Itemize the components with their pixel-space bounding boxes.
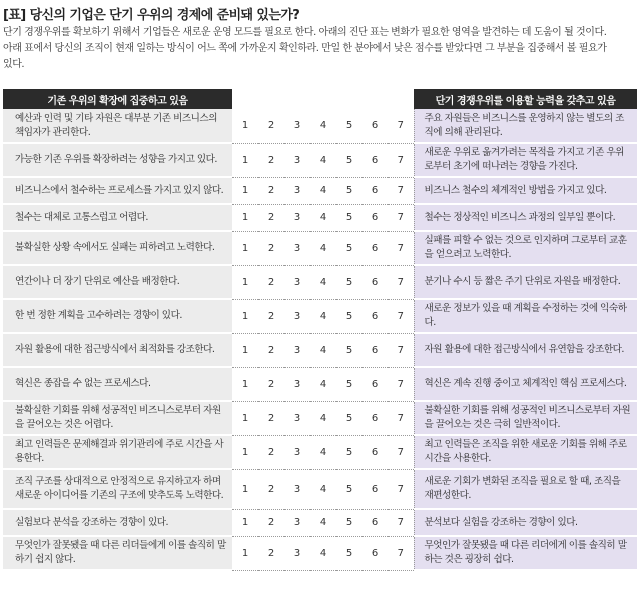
scale-option-1[interactable]: 1 bbox=[232, 333, 258, 367]
scale-option-4[interactable]: 4 bbox=[310, 509, 336, 536]
scale-option-6[interactable]: 6 bbox=[362, 299, 388, 333]
table-row bbox=[3, 299, 637, 333]
scale-option-5[interactable]: 5 bbox=[336, 265, 362, 299]
scale-option-6[interactable]: 6 bbox=[362, 469, 388, 509]
intro-line: 단기 경쟁우위를 확보하기 위해서 기업들은 새로운 운영 모드를 필요로 한다. 아래의 진단 표는 변화가 필요한 영역을 발견하는 데 도움이 될 것이다. bbox=[3, 27, 607, 38]
scale-option-5[interactable]: 5 bbox=[336, 509, 362, 536]
scale-option-5[interactable]: 5 bbox=[336, 299, 362, 333]
right-column-header: 단기 경쟁우위를 이용할 능력을 갖추고 있음 bbox=[414, 89, 637, 109]
left-statement: 불확실한 기회를 위해 성공적인 비즈니스로부터 자원을 끌어오는 것은 어렵다. bbox=[3, 401, 232, 435]
scale-option-3[interactable]: 3 bbox=[284, 469, 310, 509]
table-row bbox=[3, 143, 637, 177]
scale-option-1[interactable]: 1 bbox=[232, 367, 258, 401]
scale-option-1[interactable]: 1 bbox=[232, 109, 258, 143]
table-body bbox=[3, 109, 637, 570]
scale-option-2[interactable]: 2 bbox=[258, 143, 284, 177]
table-row bbox=[3, 265, 637, 299]
scale-option-5[interactable]: 5 bbox=[336, 333, 362, 367]
right-statement: 분석보다 실험을 강조하는 경향이 있다. bbox=[414, 509, 637, 536]
intro-line: 아래 표에서 당신의 조직이 현재 일하는 방식이 어느 쪽에 가까운지 확인하라. 만일 한 분야에서 낮은 점수를 받았다면 그 부분을 집중해서 볼 필요가 bbox=[3, 43, 607, 54]
scale-option-7[interactable]: 7 bbox=[388, 143, 414, 177]
scale-option-7[interactable]: 7 bbox=[388, 435, 414, 469]
scale-option-4[interactable]: 4 bbox=[310, 333, 336, 367]
scale-option-4[interactable]: 4 bbox=[310, 367, 336, 401]
scale-option-4[interactable]: 4 bbox=[310, 299, 336, 333]
scale-option-6[interactable]: 6 bbox=[362, 509, 388, 536]
scale-option-4[interactable]: 4 bbox=[310, 435, 336, 469]
scale-option-3[interactable]: 3 bbox=[284, 265, 310, 299]
scale-option-4[interactable]: 4 bbox=[310, 469, 336, 509]
diagnostic-table bbox=[3, 89, 637, 571]
left-statement: 연간이나 더 장기 단위로 예산을 배정한다. bbox=[3, 265, 232, 299]
table-row bbox=[3, 109, 637, 143]
scale-option-2[interactable]: 2 bbox=[258, 367, 284, 401]
scale-option-4[interactable]: 4 bbox=[310, 401, 336, 435]
right-statement: 철수는 정상적인 비즈니스 과정의 일부일 뿐이다. bbox=[414, 204, 637, 231]
scale-option-3[interactable]: 3 bbox=[284, 435, 310, 469]
page-title: [표] 당신의 기업은 단기 우위의 경제에 준비돼 있는가? bbox=[3, 8, 300, 23]
scale-option-5[interactable]: 5 bbox=[336, 204, 362, 231]
left-statement: 철수는 대체로 고통스럽고 어렵다. bbox=[3, 204, 232, 231]
scale-option-4[interactable]: 4 bbox=[310, 265, 336, 299]
table-row bbox=[3, 177, 637, 204]
scale-option-4[interactable]: 4 bbox=[310, 143, 336, 177]
left-statement: 조직 구조를 상대적으로 안정적으로 유지하고자 하며 새로운 아이디어를 기존의 구조에 맞추도록 노력한다. bbox=[3, 469, 232, 509]
scale-option-2[interactable]: 2 bbox=[258, 299, 284, 333]
table-row bbox=[3, 509, 637, 536]
left-statement: 무엇인가 잘못됐을 때 다른 리더들에게 이를 솔직히 말하기 쉽지 않다. bbox=[3, 536, 232, 570]
scale-option-1[interactable]: 1 bbox=[232, 204, 258, 231]
scale-option-3[interactable]: 3 bbox=[284, 204, 310, 231]
scale-option-3[interactable]: 3 bbox=[284, 401, 310, 435]
scale-option-3[interactable]: 3 bbox=[284, 536, 310, 570]
table-row bbox=[3, 204, 637, 231]
left-statement: 불확실한 상황 속에서도 실패는 피하려고 노력한다. bbox=[3, 231, 232, 265]
scale-option-7[interactable]: 7 bbox=[388, 265, 414, 299]
right-statement: 혁신은 계속 진행 중이고 체계적인 핵심 프로세스다. bbox=[414, 367, 637, 401]
scale-option-1[interactable]: 1 bbox=[232, 299, 258, 333]
scale-option-2[interactable]: 2 bbox=[258, 469, 284, 509]
scale-option-1[interactable]: 1 bbox=[232, 509, 258, 536]
scale-option-5[interactable]: 5 bbox=[336, 109, 362, 143]
scale-option-3[interactable]: 3 bbox=[284, 367, 310, 401]
scale-option-2[interactable]: 2 bbox=[258, 204, 284, 231]
scale-option-3[interactable]: 3 bbox=[284, 231, 310, 265]
scale-option-4[interactable]: 4 bbox=[310, 177, 336, 204]
left-statement: 예산과 인력 및 기타 자원은 대부분 기존 비즈니스의 책임자가 관리한다. bbox=[3, 109, 232, 143]
scale-option-6[interactable]: 6 bbox=[362, 333, 388, 367]
right-statement: 분기나 수시 등 짧은 주기 단위로 자원을 배정한다. bbox=[414, 265, 637, 299]
left-column-header: 기존 우위의 확장에 집중하고 있음 bbox=[3, 89, 232, 109]
scale-option-7[interactable]: 7 bbox=[388, 204, 414, 231]
scale-option-1[interactable]: 1 bbox=[232, 231, 258, 265]
intro-line: 있다. bbox=[3, 59, 25, 70]
scale-option-5[interactable]: 5 bbox=[336, 435, 362, 469]
scale-option-7[interactable]: 7 bbox=[388, 367, 414, 401]
table-row bbox=[3, 231, 637, 265]
right-statement: 새로운 정보가 있을 때 계획을 수정하는 것에 익숙하다. bbox=[414, 299, 637, 333]
right-statement: 비즈니스 철수의 체계적인 방법을 가지고 있다. bbox=[414, 177, 637, 204]
scale-option-6[interactable]: 6 bbox=[362, 536, 388, 570]
scale-option-7[interactable]: 7 bbox=[388, 509, 414, 536]
scale-option-2[interactable]: 2 bbox=[258, 401, 284, 435]
scale-option-1[interactable]: 1 bbox=[232, 401, 258, 435]
scale-option-4[interactable]: 4 bbox=[310, 231, 336, 265]
scale-option-2[interactable]: 2 bbox=[258, 265, 284, 299]
right-statement: 새로운 기회가 변화된 조직을 필요로 할 때, 조직을 재편성한다. bbox=[414, 469, 637, 509]
scale-option-5[interactable]: 5 bbox=[336, 231, 362, 265]
scale-option-5[interactable]: 5 bbox=[336, 177, 362, 204]
scale-option-3[interactable]: 3 bbox=[284, 109, 310, 143]
scale-option-1[interactable]: 1 bbox=[232, 435, 258, 469]
left-statement: 비즈니스에서 철수하는 프로세스를 가지고 있지 않다. bbox=[3, 177, 232, 204]
scale-option-3[interactable]: 3 bbox=[284, 177, 310, 204]
left-statement: 실험보다 분석을 강조하는 경향이 있다. bbox=[3, 509, 232, 536]
scale-option-4[interactable]: 4 bbox=[310, 204, 336, 231]
scale-option-2[interactable]: 2 bbox=[258, 509, 284, 536]
scale-option-1[interactable]: 1 bbox=[232, 536, 258, 570]
table-row bbox=[3, 367, 637, 401]
scale-option-7[interactable]: 7 bbox=[388, 333, 414, 367]
scale-option-5[interactable]: 5 bbox=[336, 469, 362, 509]
intro-text bbox=[3, 25, 637, 73]
scale-option-6[interactable]: 6 bbox=[362, 265, 388, 299]
right-statement: 최고 인력들은 조직을 위한 새로운 기회를 위해 주로 시간을 사용한다. bbox=[414, 435, 637, 469]
scale-option-6[interactable]: 6 bbox=[362, 401, 388, 435]
scale-option-1[interactable]: 1 bbox=[232, 143, 258, 177]
scale-option-2[interactable]: 2 bbox=[258, 435, 284, 469]
scale-option-6[interactable]: 6 bbox=[362, 231, 388, 265]
scale-option-5[interactable]: 5 bbox=[336, 143, 362, 177]
left-statement: 자원 활용에 대한 접근방식에서 최적화를 강조한다. bbox=[3, 333, 232, 367]
table-row bbox=[3, 469, 637, 509]
scale-option-3[interactable]: 3 bbox=[284, 509, 310, 536]
scale-option-5[interactable]: 5 bbox=[336, 401, 362, 435]
scale-option-4[interactable]: 4 bbox=[310, 109, 336, 143]
scale-option-2[interactable]: 2 bbox=[258, 231, 284, 265]
scale-option-7[interactable]: 7 bbox=[388, 109, 414, 143]
table-row bbox=[3, 401, 637, 435]
right-statement: 무엇인가 잘못됐을 때 다른 리더에게 이를 솔직히 말하는 것은 굉장히 쉽다. bbox=[414, 536, 637, 570]
scale-option-5[interactable]: 5 bbox=[336, 536, 362, 570]
scale-option-7[interactable]: 7 bbox=[388, 299, 414, 333]
left-statement: 가능한 기존 우위를 확장하려는 성향을 가지고 있다. bbox=[3, 143, 232, 177]
right-statement: 자원 활용에 대한 접근방식에서 유연함을 강조한다. bbox=[414, 333, 637, 367]
scale-option-3[interactable]: 3 bbox=[284, 143, 310, 177]
scale-option-1[interactable]: 1 bbox=[232, 177, 258, 204]
table-row bbox=[3, 333, 637, 367]
scale-option-6[interactable]: 6 bbox=[362, 143, 388, 177]
scale-option-2[interactable]: 2 bbox=[258, 333, 284, 367]
scale-option-7[interactable]: 7 bbox=[388, 469, 414, 509]
scale-header-spacer bbox=[232, 89, 414, 109]
table-row bbox=[3, 536, 637, 570]
scale-option-2[interactable]: 2 bbox=[258, 177, 284, 204]
right-statement: 주요 자원들은 비즈니스를 운영하지 않는 별도의 조직에 의해 관리된다. bbox=[414, 109, 637, 143]
scale-option-1[interactable]: 1 bbox=[232, 265, 258, 299]
scale-option-6[interactable]: 6 bbox=[362, 177, 388, 204]
scale-option-5[interactable]: 5 bbox=[336, 367, 362, 401]
right-statement: 불확실한 기회를 위해 성공적인 비즈니스로부터 자원을 끌어오는 것은 극히 일반적이다. bbox=[414, 401, 637, 435]
scale-option-3[interactable]: 3 bbox=[284, 333, 310, 367]
scale-option-2[interactable]: 2 bbox=[258, 109, 284, 143]
left-statement: 한 번 정한 계획을 고수하려는 경향이 있다. bbox=[3, 299, 232, 333]
scale-option-7[interactable]: 7 bbox=[388, 231, 414, 265]
scale-option-6[interactable]: 6 bbox=[362, 367, 388, 401]
left-statement: 최고 인력들은 문제해결과 위기관리에 주로 시간을 사용한다. bbox=[3, 435, 232, 469]
left-statement: 혁신은 종잡을 수 없는 프로세스다. bbox=[3, 367, 232, 401]
table-row bbox=[3, 435, 637, 469]
scale-option-1[interactable]: 1 bbox=[232, 469, 258, 509]
scale-option-4[interactable]: 4 bbox=[310, 536, 336, 570]
scale-option-7[interactable]: 7 bbox=[388, 536, 414, 570]
scale-option-2[interactable]: 2 bbox=[258, 536, 284, 570]
right-statement: 새로운 우위로 옮겨가려는 목적을 가지고 기존 우위로부터 초기에 떠나려는 경향을 가진다. bbox=[414, 143, 637, 177]
scale-option-3[interactable]: 3 bbox=[284, 299, 310, 333]
scale-option-7[interactable]: 7 bbox=[388, 177, 414, 204]
scale-option-6[interactable]: 6 bbox=[362, 109, 388, 143]
scale-option-6[interactable]: 6 bbox=[362, 435, 388, 469]
scale-option-7[interactable]: 7 bbox=[388, 401, 414, 435]
scale-option-6[interactable]: 6 bbox=[362, 204, 388, 231]
right-statement: 실패를 피할 수 없는 것으로 인지하며 그로부터 교훈을 얻으려고 노력한다. bbox=[414, 231, 637, 265]
